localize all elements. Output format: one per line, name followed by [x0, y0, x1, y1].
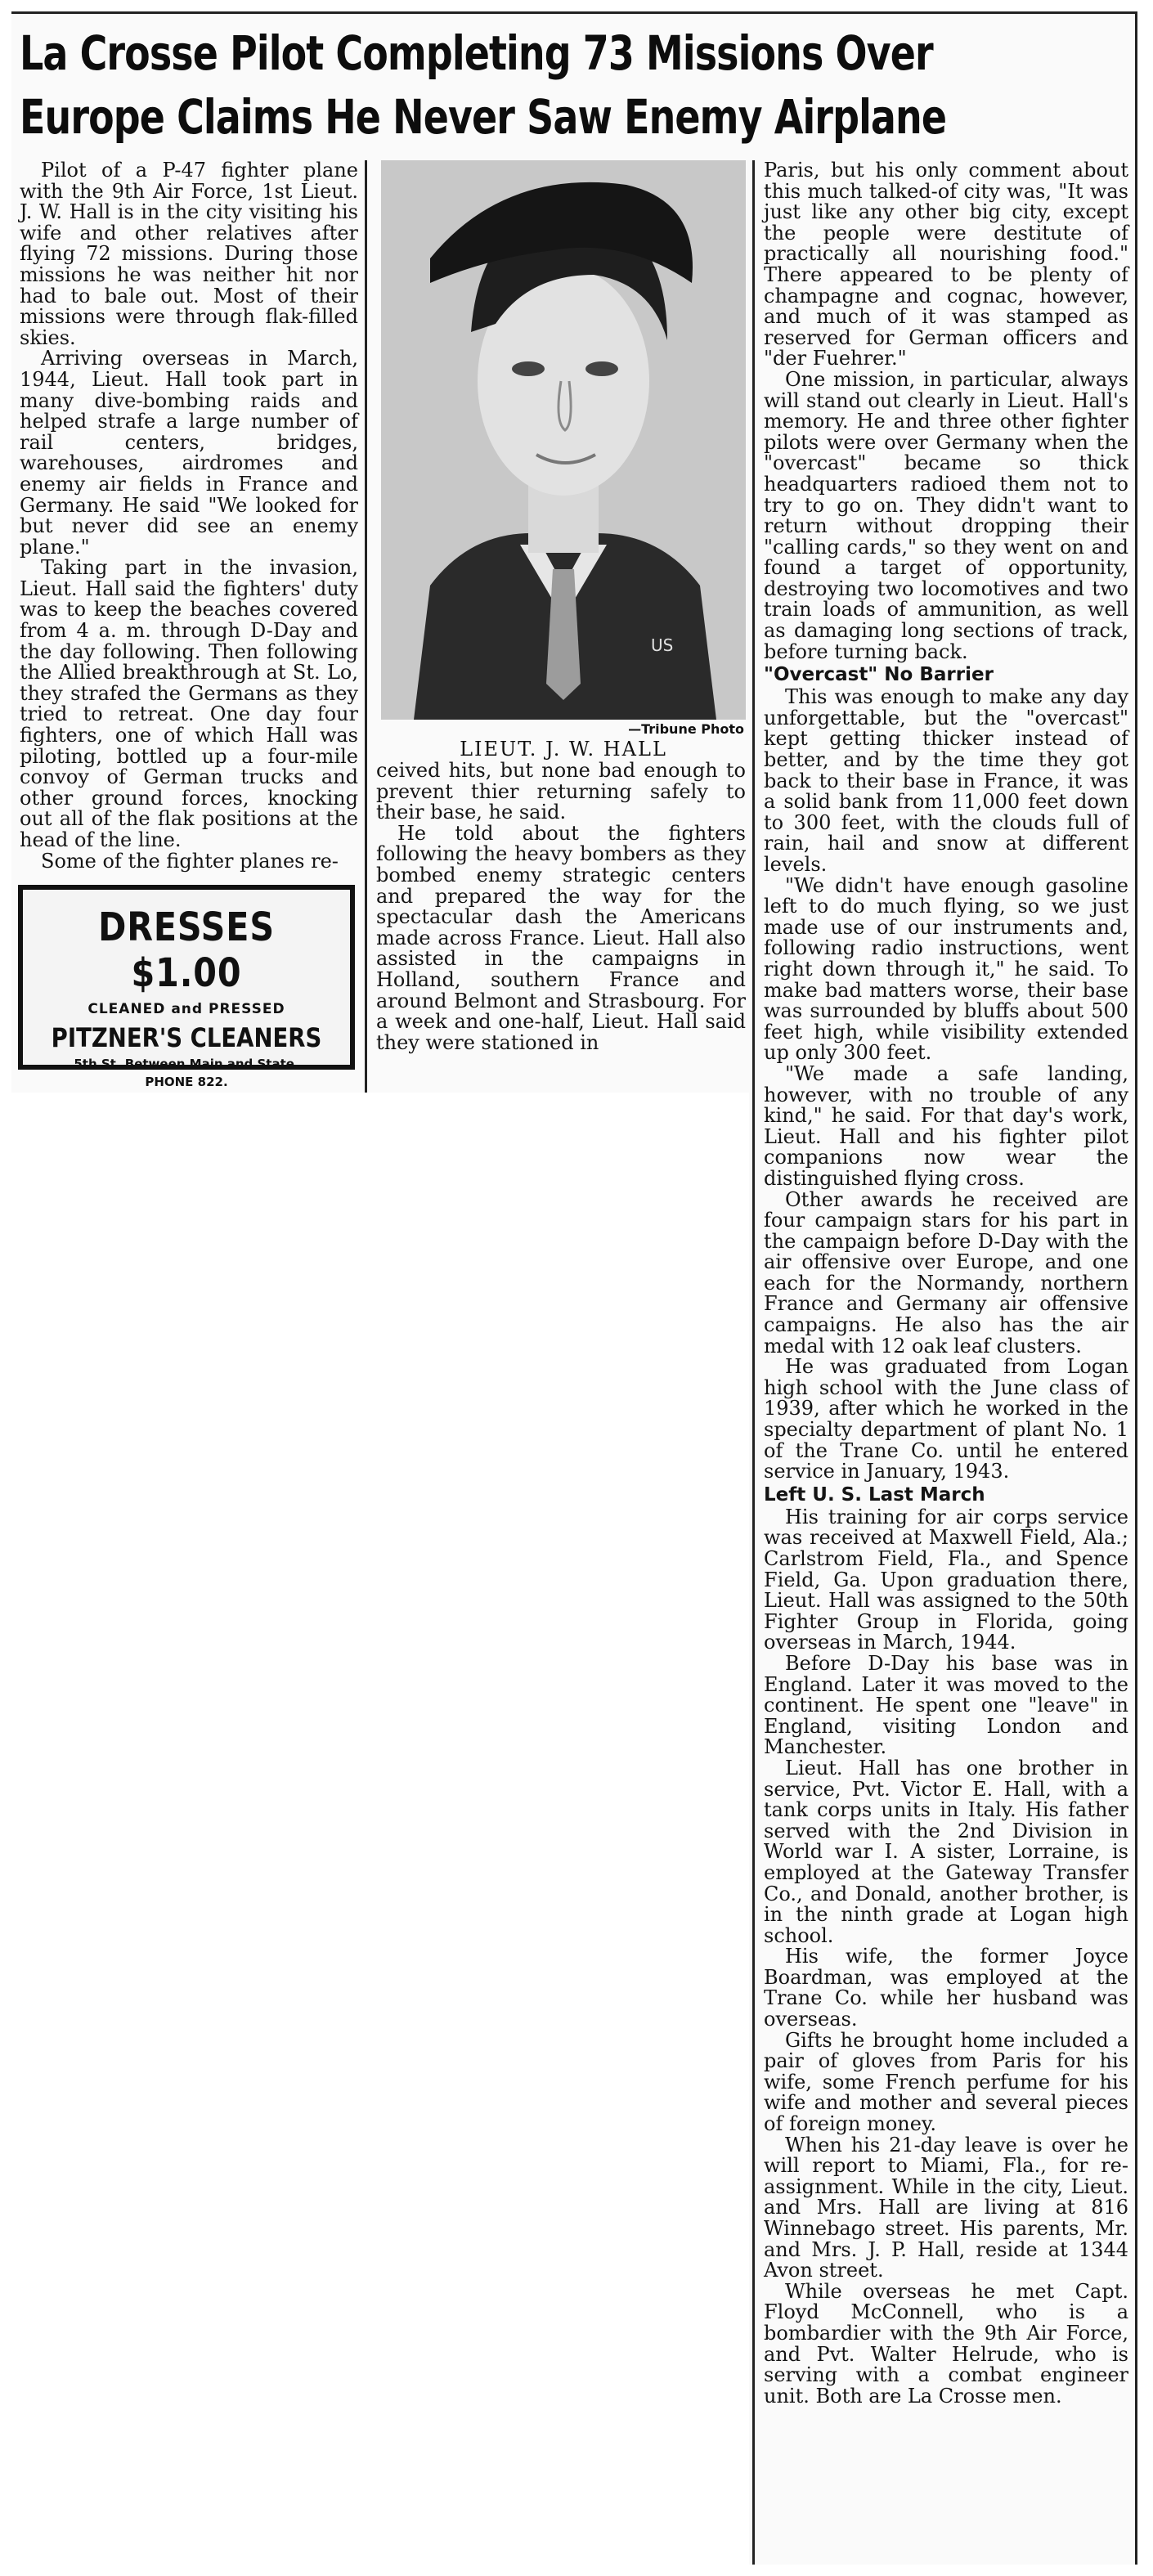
subheading-left-us: Left U. S. Last March: [764, 1483, 985, 1506]
paragraph: Some of the fighter planes re-: [41, 849, 339, 873]
article-column-2: [376, 761, 746, 1053]
article-column-3: [764, 160, 1128, 2407]
photo-credit: —Tribune Photo: [628, 721, 744, 737]
paragraph: Paris, but his only comment about this much talked-of city was, "It was just like any other big city, except the people were destitute of practically all nourishing food." There appeared to be plenty of champagne and cognac, however, and much of it was stamped as reserved for German officers and "der Fuehrer.": [764, 159, 1128, 370]
paragraph: This was enough to make any day unforgettable, but the "overcast" kept getting thicker instead of better, and by the time they got back to their base in France, it was a solid bank from 11,000 feet down to 300 feet, with the clouds full of rain, hail and snow at different levels.: [764, 685, 1128, 876]
paragraph: ceived hits, but none bad enough to prevent thier returning safely to their base, he said.: [376, 759, 746, 824]
photo-caption: LIEUT. J. W. HALL: [460, 738, 667, 761]
svg-text:US: US: [651, 635, 674, 655]
paragraph: While overseas he met Capt. Floyd McConnell, who is a bombardier with the 9th Air Force, and Pvt. Walter Helrude, who is serving with a combat engineer unit. Both are La Crosse men.: [764, 2279, 1128, 2408]
column-rule-2: [752, 160, 755, 2565]
ad-address: 5th St. Between Main and State.: [74, 1057, 299, 1071]
paragraph: His training for air corps service was received at Maxwell Field, Ala.; Carlstrom Field, Fla., and Spence Field, Ga. Upon graduation there, Lieut. Hall was assigned to the 50th Fighter Group in Florida, going overseas in March, 1944.: [764, 1505, 1128, 1654]
paragraph: Other awards he received are four campaign stars for his part in the campaign before D-Day with the air offensive over Europe, and one each for the Normandy, northern France and Germany air offensive campaigns. He also has the air medal with 12 oak leaf clusters.: [764, 1187, 1128, 1358]
column-rule-1: [365, 160, 367, 1093]
paragraph: Arriving overseas in March, 1944, Lieut. Hall took part in many dive-bombing raids and helped strafe a large number of rail centers, bridges, warehouses, airdromes and enemy air fields in France and Germany. He said "We looked for but never did see an enemy plane.": [20, 347, 358, 559]
paragraph: He was graduated from Logan high school with the June class of 1939, after which he worked in the specialty department of plant No. 1 of the Trane Co. until he entered service in January, 1943.: [764, 1355, 1128, 1483]
paragraph: Taking part in the invasion, Lieut. Hall said the fighters' duty was to keep the beaches covered from 4 a. m. through D-Day and the day following. Then following the Allied breakthrough at St. Lo, they strafed the Germans as they tried to retreat. One day four fighters, one of which Hall was piloting, bottled up a four-mile convoy of German trucks and other ground forces, knocking out all of the flak positions at the head of the line.: [20, 556, 358, 851]
paragraph: Gifts he brought home included a pair of gloves from Paris for his wife, some French perfume for his wife and mother and several pieces of foreign money.: [764, 2028, 1128, 2136]
portrait-illustration: [381, 160, 746, 720]
ad-subline: CLEANED and PRESSED: [87, 1001, 285, 1017]
paragraph: Lieut. Hall has one brother in service, Pvt. Victor E. Hall, with a tank corps units in Italy. His father served with the 2nd Division in World war I. A sister, Lorraine, is employed at the Gateway Transfer Co., and Donald, another brother, is in the ninth grade at Logan high school.: [764, 1756, 1128, 1947]
portrait-photo: [381, 160, 746, 720]
paragraph: Before D-Day his base was in England. Later it was moved to the continent. He spent one "leave" in England, visiting London and Manchester.: [764, 1651, 1128, 1759]
paragraph: "We didn't have enough gasoline left to do much flying, so we just made use of our instruments and, following radio instructions, went right down through it," he said. To make bad matters worse, their base was surrounded by bluffs about 500 feet high, while visibility extended up only 300 feet.: [764, 873, 1128, 1065]
article-column-1: [20, 160, 358, 872]
paragraph: When his 21-day leave is over he will report to Miami, Fla., for re-assignment. While in the city, Lieut. and Mrs. Hall are living at 816 Winnebago street. His parents, Mr. and Mrs. J. P. Hall, reside at 1344 Avon street.: [764, 2133, 1128, 2282]
paragraph: Pilot of a P-47 fighter plane with the 9th Air Force, 1st Lieut. J. W. Hall is in the city visiting his wife and other relatives after flying 72 missions. During those missions he was neither hit nor had to bale out. Most of their missions were through flak-filled skies.: [20, 159, 358, 349]
subheading-overcast: "Overcast" No Barrier: [764, 664, 994, 686]
ad-phone: PHONE 822.: [145, 1075, 228, 1089]
cleaners-advertisement: [18, 885, 355, 1089]
right-edge-rule: [1135, 11, 1137, 2565]
ad-headline: DRESSES $1.00: [98, 904, 275, 996]
paragraph: One mission, in particular, always will stand out clearly in Lieut. Hall's memory. He and three other fighter pilots were over Germany when the "overcast" became so thick headquarters radioed them not to try to go on. They didn't want to return without dropping their "calling cards," so they went on and found a target of opportunity, destroying two locomotives and two train loads of ammunition, as well as damaging long sections of track, before turning back.: [764, 367, 1128, 663]
headline-line-1: La Crosse Pilot Completing 73 Missions Over: [20, 25, 933, 81]
headline-line-2: Europe Claims He Never Saw Enemy Airplane: [20, 89, 947, 145]
paragraph: He told about the fighters following the heavy bombers as they bombed enemy strategic centers and prepared the way for the spectacular dash the Americans made across France. Lieut. Hall also assisted in the campaigns in Holland, southern France and around Belmont and Strasbourg. For a week and one-half, Lieut. Hall said they were stationed in: [376, 821, 746, 1054]
paragraph: His wife, the former Joyce Boardman, was employed at the Trane Co. while her husband was overseas.: [764, 1945, 1128, 2031]
headline: [20, 21, 1115, 149]
paragraph: "We made a safe landing, however, with no trouble of any kind," he said. For that day's work, Lieut. Hall and his fighter pilot companions now wear the distinguished flying cross.: [764, 1061, 1128, 1190]
ad-business-name: PITZNER'S CLEANERS: [51, 1022, 322, 1053]
